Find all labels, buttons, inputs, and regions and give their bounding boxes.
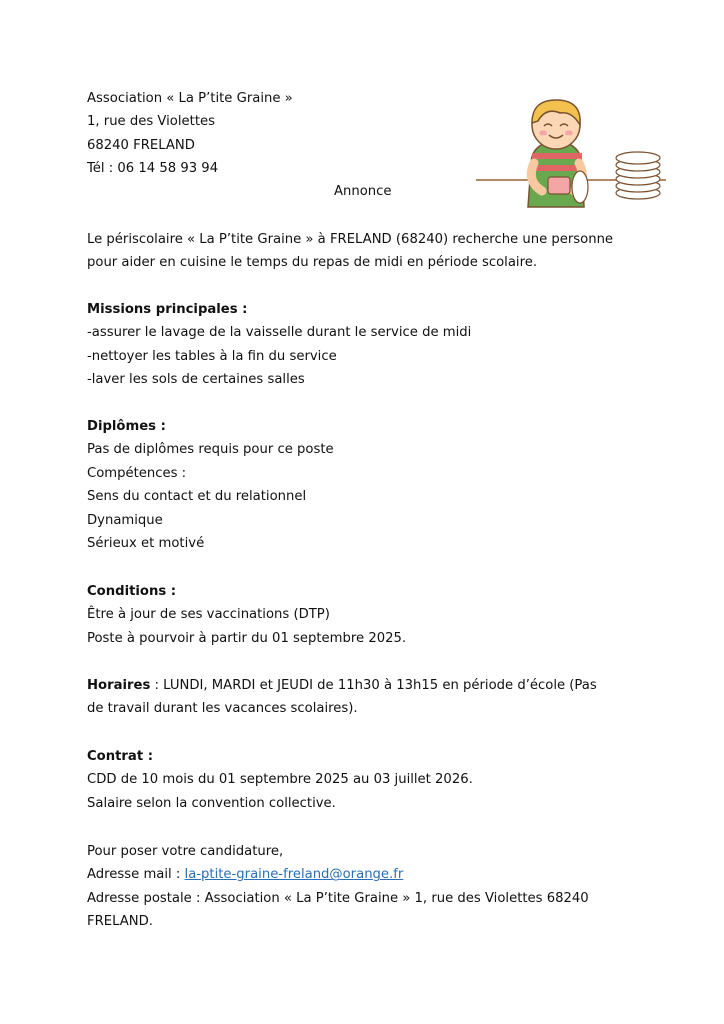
mail-line (87, 863, 589, 886)
competence-item: Dynamique (87, 512, 163, 528)
mission-item: -laver les sols de certaines salles (87, 372, 305, 388)
missions-heading: Missions principales : (87, 302, 248, 317)
diplomes-section (87, 415, 334, 555)
horaires-line (87, 674, 597, 697)
postal-address: FRELAND. (87, 914, 153, 930)
horaires-section (87, 674, 597, 721)
email-link[interactable]: la-ptite-graine-freland@orange.fr (184, 867, 404, 883)
association-header (87, 87, 293, 181)
page-title: Annonce (334, 184, 392, 199)
association-city: 68240 FRELAND (87, 137, 195, 153)
missions-section (87, 298, 471, 392)
postal-address: Adresse postale : Association « La P’tite Graine » 1, rue des Violettes 68240 (87, 890, 589, 906)
association-name: Association « La P’tite Graine » (87, 91, 293, 106)
conditions-section (87, 580, 406, 650)
intro-line: pour aider en cuisine le temps du repas de midi en période scolaire. (87, 255, 538, 271)
horaires-text: : LUNDI, MARDI et JEUDI de 11h30 à 13h15 en période d’école (Pas (150, 678, 597, 693)
conditions-text: Poste à pourvoir à partir du 01 septembre 2025. (87, 630, 407, 646)
child-dishwashing-illustration (476, 95, 666, 215)
competences-label: Compétences : (87, 465, 187, 481)
horaires-heading: Horaires (87, 678, 151, 693)
intro-paragraph (87, 228, 613, 275)
mission-item: -assurer le lavage de la vaisselle durant le service de midi (87, 325, 472, 341)
contrat-text: CDD de 10 mois du 01 septembre 2025 au 03 juillet 2026. (87, 772, 473, 788)
contrat-section (87, 745, 473, 815)
competence-item: Sens du contact et du relationnel (87, 489, 307, 505)
mail-label: Adresse mail : (87, 867, 185, 883)
diplomes-text: Pas de diplômes requis pour ce poste (87, 442, 334, 458)
candidature-section (87, 840, 589, 934)
association-street: 1, rue des Violettes (87, 114, 215, 130)
contrat-heading: Contrat : (87, 749, 154, 764)
association-phone: Tél : 06 14 58 93 94 (87, 161, 219, 177)
contrat-text: Salaire selon la convention collective. (87, 795, 336, 811)
candidature-intro: Pour poser votre candidature, (87, 844, 284, 859)
diplomes-heading: Diplômes : (87, 419, 166, 434)
conditions-heading: Conditions : (87, 584, 177, 599)
competence-item: Sérieux et motivé (87, 536, 205, 552)
horaires-text: de travail durant les vacances scolaires). (87, 701, 358, 717)
conditions-text: Être à jour de ses vaccinations (DTP) (87, 607, 330, 623)
mission-item: -nettoyer les tables à la fin du service (87, 348, 337, 364)
intro-line: Le périscolaire « La P’tite Graine » à FRELAND (68240) recherche une personne (87, 232, 614, 247)
